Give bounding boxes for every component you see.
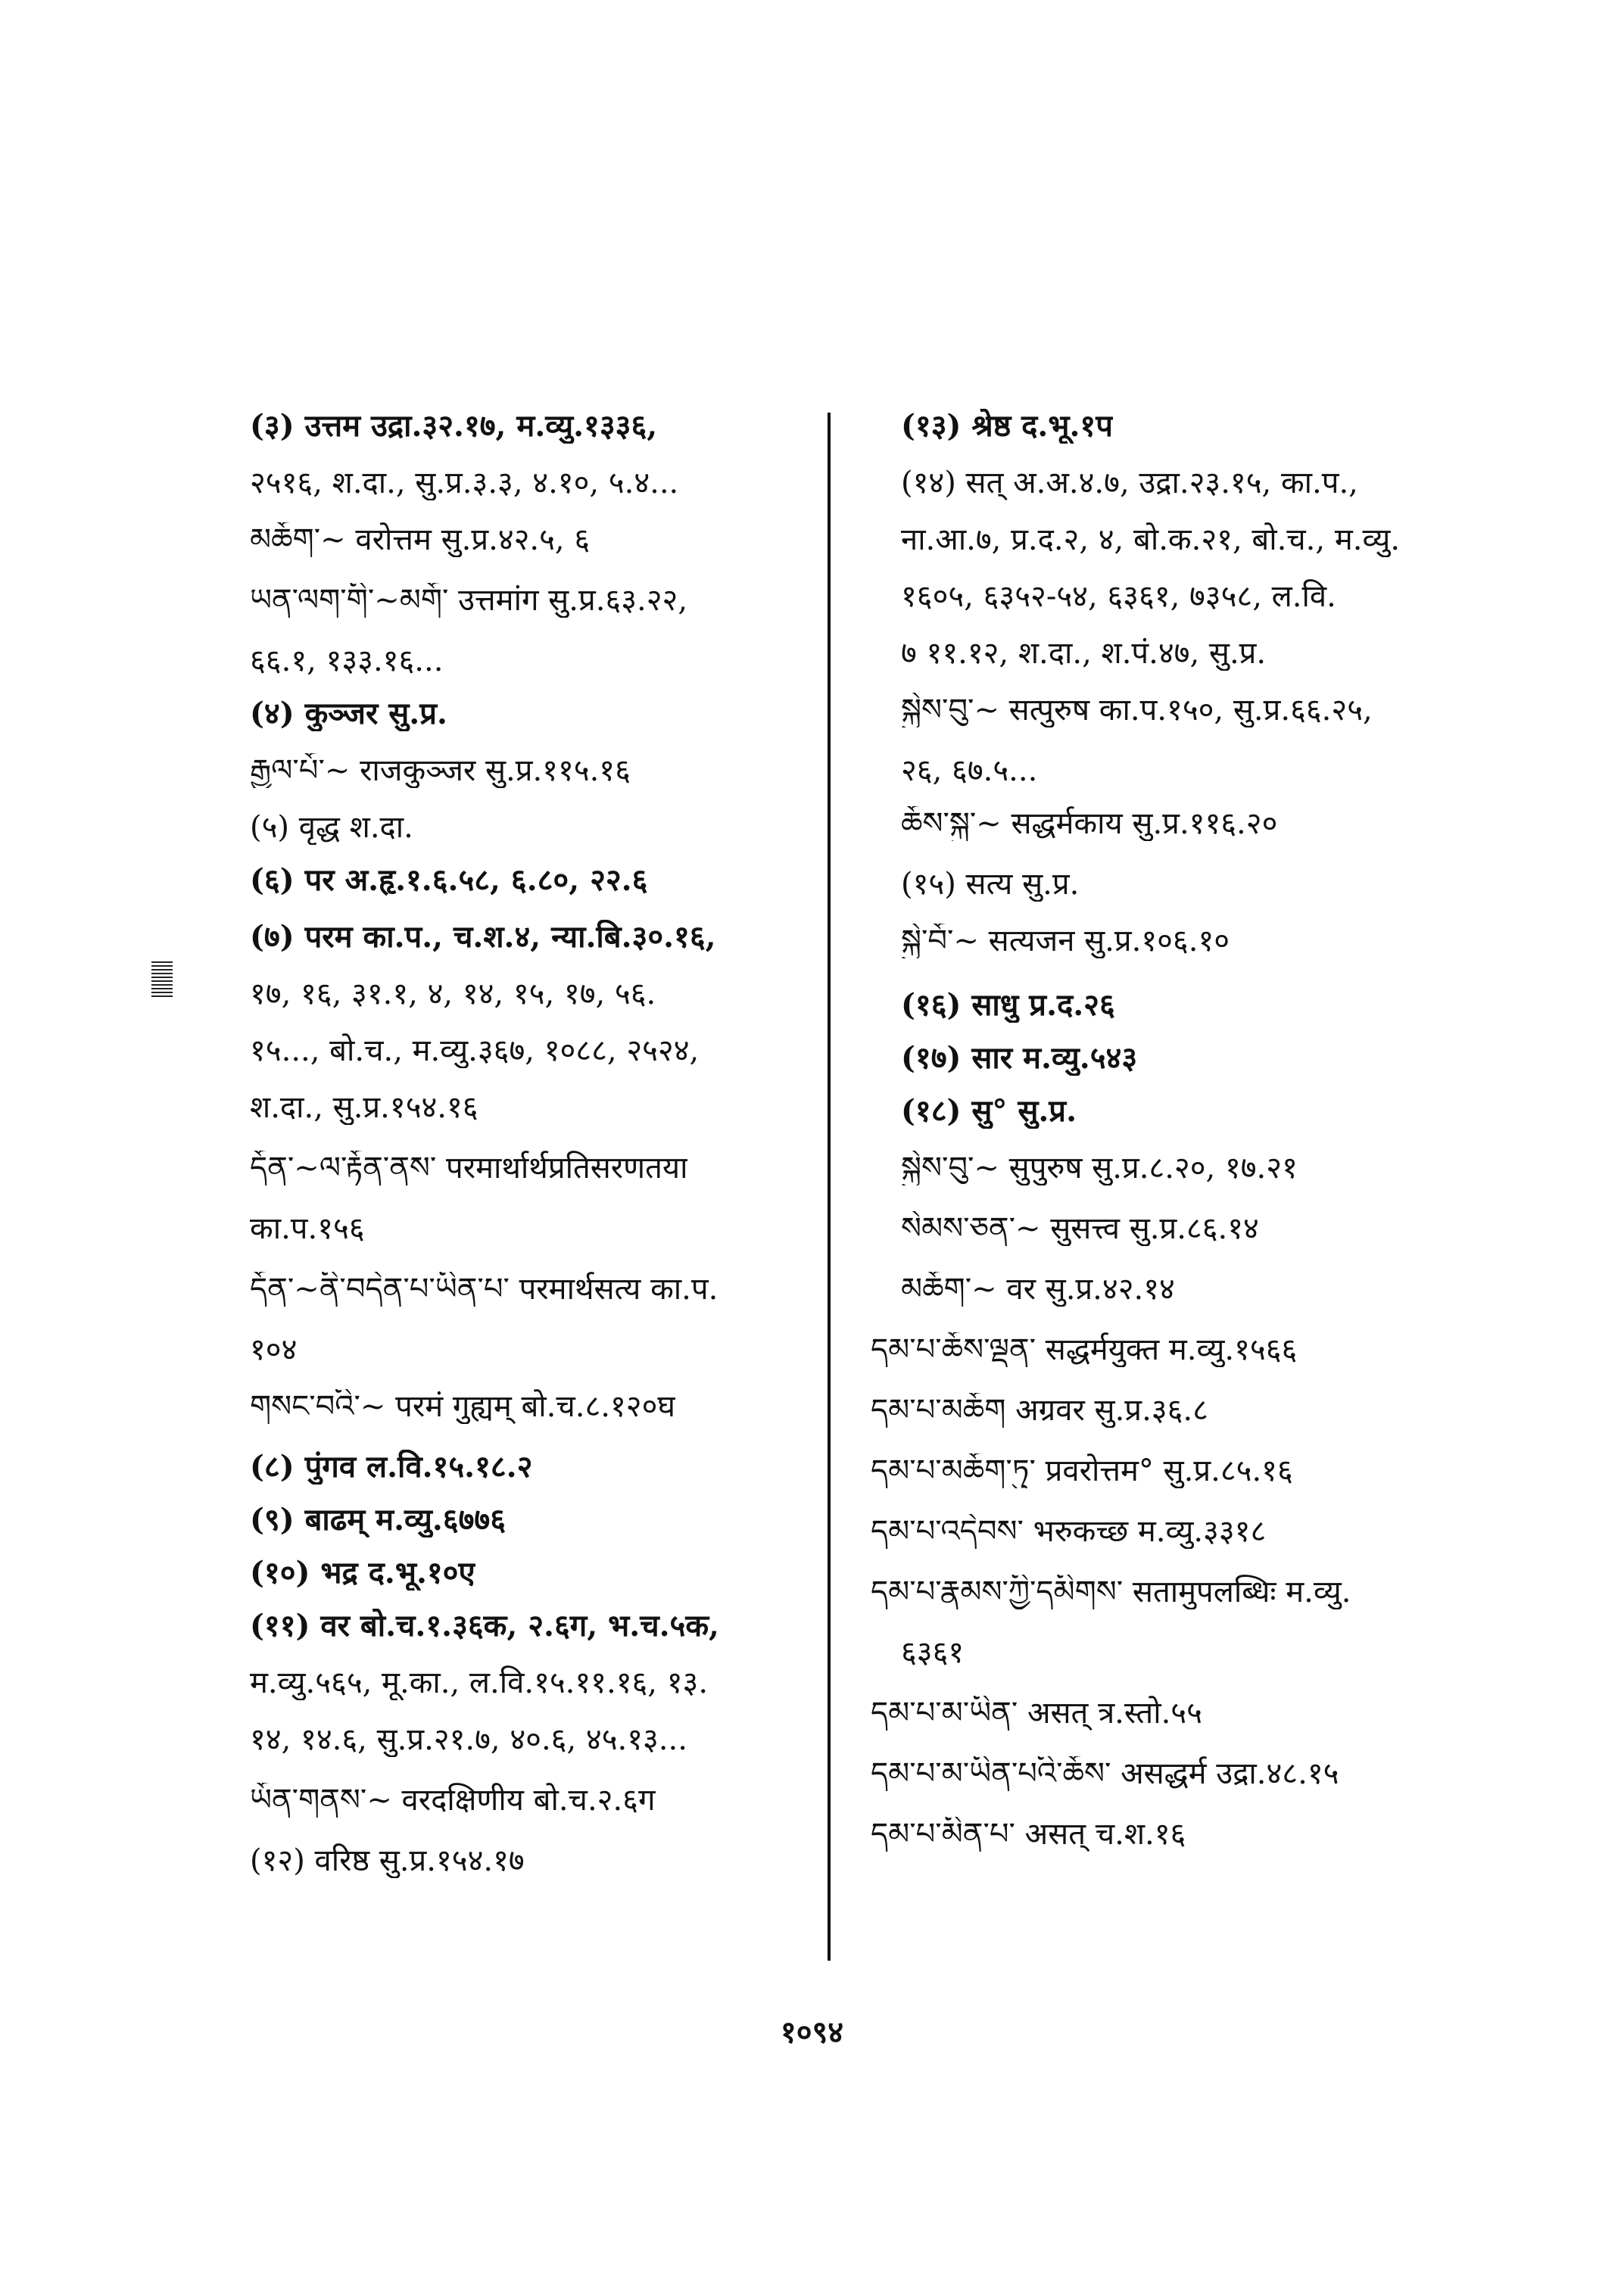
entry-line: का.प.१५६ (250, 1211, 365, 1246)
entry-line: (१३) श्रेष्ठ द.भू.१प (901, 409, 1113, 444)
entry-line: ६६.१, १३३.१६... (250, 643, 444, 678)
entry-line: དམ་པ་མཆོག अग्रवर सु.प्र.३६.८ (871, 1393, 1208, 1428)
entry-line: ना.आ.७, प्र.द.२, ४, बो.क.२१, बो.च., म.व्यु. (901, 522, 1401, 557)
entry-line: २५१६, श.दा., सु.प्र.३.३, ४.१०, ५.४... (250, 466, 679, 500)
entry-line: དམ་པ་ཆོས་ལྡན་ सद्धर्मयुक्त म.व्यु.१५६६ (871, 1332, 1298, 1367)
entry-line: (३) उत्तम उद्रा.३२.१७, म.व्यु.१३३६, (250, 409, 658, 444)
entry-line: སྐྱེས་བུ་~ सुपुरुष सु.प्र.८.२०, १७.२१ (901, 1151, 1298, 1185)
entry-line: म.व्यु.५६५, मू.का., ल.वि.१५.११.१६, १३. (250, 1665, 709, 1700)
entry-line: (५) वृद्ध श.दा. (250, 810, 413, 845)
entry-line: श.दा., सु.प्र.१५४.१६ (250, 1090, 478, 1125)
entry-line: ཆོས་སྐུ་~ सद्धर्मकाय सु.प्र.११६.२० (901, 806, 1278, 841)
entry-line: १४, १४.६, सु.प्र.२१.७, ४०.६, ४५.१३... (250, 1722, 687, 1757)
entry-line: २६, ६७.५... (901, 753, 1038, 788)
entry-line: (११) वर बो.च.१.३६क, २.६ग, भ.च.५क, (250, 1609, 719, 1643)
page-number: १०९४ (780, 2014, 844, 2050)
entry-line: གསང་བའི་~ परमं गुह्यम् बो.च.८.१२०घ (250, 1389, 676, 1424)
entry-line: དོན་~ལ་རྟོན་ནས་ परमार्थार्थप्रतिसरणतया (250, 1151, 688, 1185)
entry-line: དམ་པ་མ་ཡིན་ असत् त्र.स्तो.५५ (871, 1696, 1202, 1731)
entry-line: (१०) भद्र द.भू.१०ए (250, 1556, 475, 1590)
entry-line: (१७) सार म.व्यु.५४३ (901, 1041, 1138, 1076)
column-divider (828, 413, 831, 1961)
entry-line: མཆོག་~ वरोत्तम सु.प्र.४२.५, ६ (250, 522, 591, 557)
entry-line: མཆོག་~ वर सु.प्र.४२.१४ (901, 1272, 1175, 1307)
entry-line: དམ་པ་འདེབས་ भरुकच्छ म.व्यु.३३१८ (871, 1514, 1267, 1549)
entry-line: ६३६१ (901, 1635, 965, 1670)
entry-line: (९) बाढम् म.व्यु.६७७६ (250, 1503, 506, 1537)
entry-line: ७ ११.१२, श.दा., श.पं.४७, सु.प्र. (901, 636, 1267, 671)
entry-line: ཡན་ལག་གི་~མགོ་ उत्तमांग सु.प्र.६३.२२, (250, 583, 688, 618)
entry-line: (७) परम का.प., च.श.४, न्या.बि.३०.१६, (250, 920, 716, 955)
entry-line: དམ་པ་མ་ཡིན་པའི་ཆོས་ असद्धर्म उद्रा.४८.१५ (871, 1756, 1339, 1791)
entry-line: སེམས་ཅན་~ सुसत्त्व सु.प्र.८६.१४ (901, 1211, 1259, 1246)
entry-line: རྒྱལ་པོ་~ राजकुञ्जर सु.प्र.११५.१६ (250, 753, 631, 788)
entry-line: (१६) साधु प्र.द.२६ (901, 988, 1115, 1023)
entry-line: (१५) सत्य सु.प्र. (901, 867, 1080, 902)
entry-line: སྐྱེས་བུ་~ सत्पुरुष का.प.१५०, सु.प्र.६६.२५, (901, 693, 1373, 727)
entry-line: (१८) सु° सु.प्र. (901, 1094, 1077, 1129)
entry-line: १५..., बो.च., म.व्यु.३६७, १०८८, २५२४, (250, 1033, 700, 1068)
entry-line: དམ་པ་མཆོག་ཏུ་ प्रवरोत्तम° सु.प्र.८५.१६ (871, 1453, 1293, 1488)
entry-line: १६०५, ६३५२-५४, ६३६१, ७३५८, ल.वि. (901, 579, 1336, 614)
entry-line: (६) पर अ.हृ.१.६.५८, ६.८०, २२.६ (250, 863, 648, 898)
entry-line: (१२) वरिष्ठ सु.प्र.१५४.१७ (250, 1843, 525, 1878)
margin-mark (151, 961, 173, 999)
entry-line: ཡོན་གནས་~ वरदक्षिणीय बो.च.२.६ग (250, 1783, 656, 1818)
entry-line: (१४) सत् अ.अ.४.७, उद्रा.२३.१५, का.प., (901, 466, 1358, 500)
entry-line: १०४ (250, 1332, 298, 1367)
entry-line: དམ་པ་རྣམས་ཀྱི་དམིགས་ सतामुपलब्धिः म.व्यु. (871, 1575, 1351, 1609)
entry-line: (४) कुञ्जर सु.प्र. (250, 696, 447, 731)
entry-line: དོན་~ནི་བདེན་པ་ཡིན་པ་ परमार्थसत्य का.प. (250, 1272, 718, 1307)
entry-line: (८) पुंगव ल.वि.१५.१८.२ (250, 1450, 533, 1485)
entry-line: དམ་པ་མིན་པ་ असत् च.श.१६ (871, 1817, 1186, 1852)
entry-line: སྐྱེ་བོ་~ सत्यजन सु.प्र.१०६.१० (901, 924, 1230, 958)
entry-line: १७, १६, ३१.१, ४, १४, १५, १७, ५६. (250, 977, 656, 1011)
